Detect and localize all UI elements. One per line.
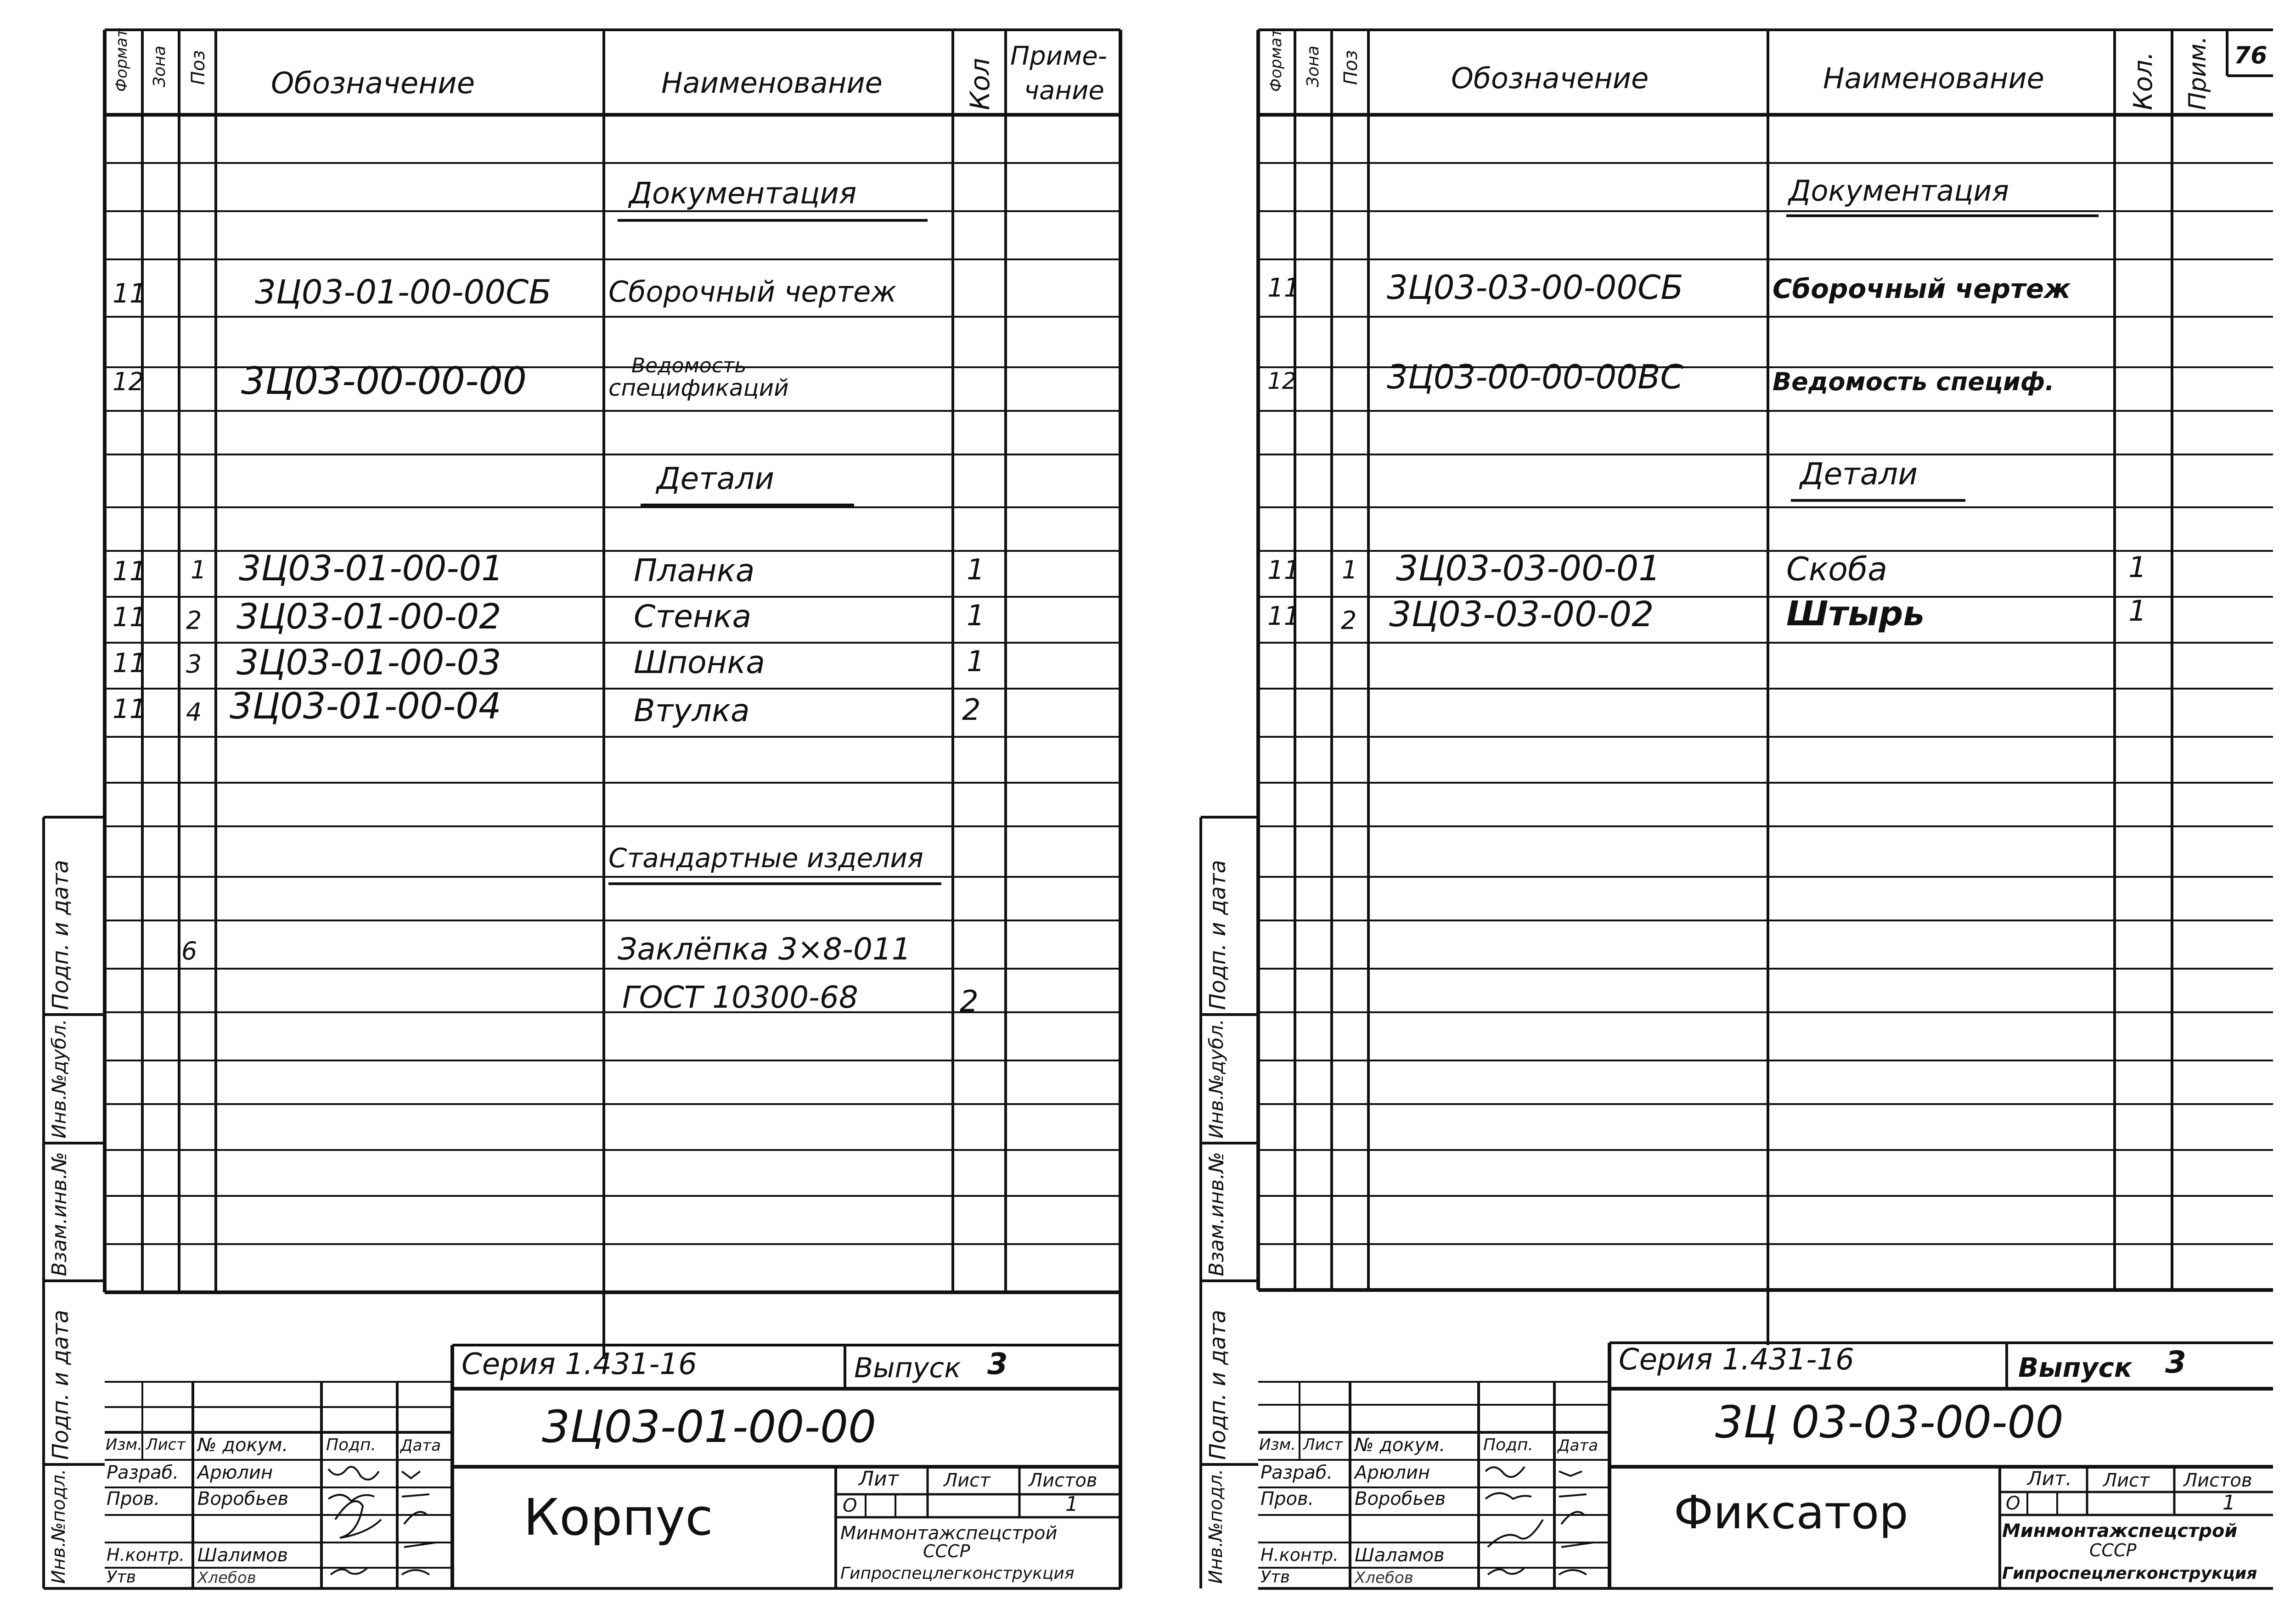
stamp-issue-num: 3 xyxy=(2165,1345,2186,1380)
stamp-doc-code: 3Ц03-01-00-00 xyxy=(542,1401,877,1453)
stamp-issue-num: 3 xyxy=(987,1347,1008,1381)
stamp-role-checker: Пров. xyxy=(1261,1488,1314,1509)
stamp-listov-label: Листов xyxy=(1029,1470,1097,1491)
stamp-col-izm: Изм. xyxy=(1259,1436,1296,1454)
header-format: Формат xyxy=(113,28,131,92)
row-pos: 3 xyxy=(186,650,202,679)
stamp-listov-value: 1 xyxy=(1065,1492,1078,1516)
stamp-name-developer: Арюлин xyxy=(197,1462,273,1483)
signature-graphic xyxy=(1479,1460,1609,1588)
stamp-col-docnum: № докум. xyxy=(1355,1435,1446,1456)
stamp-list-label: Лист xyxy=(2103,1470,2150,1491)
row-qty: 1 xyxy=(2128,550,2147,584)
header-format: Формат xyxy=(1267,28,1285,92)
row-format: 11 xyxy=(1267,601,1300,631)
row-pos: 2 xyxy=(1341,606,1357,635)
header-designation: Обозначение xyxy=(271,67,475,101)
side-inv-replace: Взам.инв.№ xyxy=(1205,1152,1228,1276)
stamp-role-normcontrol: Н.контр. xyxy=(1261,1545,1339,1565)
stamp-org-1: Минмонтажспецстрой xyxy=(840,1523,1058,1544)
row-qty: 2 xyxy=(960,985,979,1019)
row-designation: 3Ц03-01-00-04 xyxy=(230,686,501,727)
stamp-org-2: СССР xyxy=(2089,1540,2137,1560)
row-designation: 3Ц03-03-00-02 xyxy=(1389,594,1654,634)
row-name: Штырь xyxy=(1786,594,1925,634)
row-designation: 3Ц03-00-00-00ВС xyxy=(1387,358,1683,396)
stamp-org-3: Гипроспецлегконструкция xyxy=(2002,1564,2257,1583)
row-designation: 3Ц03-00-00-00 xyxy=(241,359,527,403)
stamp-name-developer: Арюлин xyxy=(1355,1462,1430,1483)
row-pos: 6 xyxy=(181,937,197,965)
stamp-role-normcontrol: Н.контр. xyxy=(107,1545,185,1565)
stamp-issue-label: Выпуск xyxy=(854,1352,961,1384)
stamp-name-approver: Хлебов xyxy=(1355,1569,1413,1587)
row-qty: 1 xyxy=(967,599,985,632)
row-designation: 3Ц03-03-00-00СБ xyxy=(1387,268,1683,307)
stamp-lit-value: О xyxy=(2006,1493,2020,1514)
stamp-col-date: Дата xyxy=(400,1436,441,1455)
stamp-name-checker: Воробьев xyxy=(197,1488,289,1509)
side-inv-replace: Взам.инв.№ xyxy=(48,1152,71,1276)
sheet-right xyxy=(1157,0,2296,1621)
stamp-name-checker: Воробьев xyxy=(1355,1488,1446,1509)
header-name: Наименование xyxy=(661,66,883,100)
section-parts: Детали xyxy=(1800,456,1918,492)
stamp-issue-label: Выпуск xyxy=(2018,1352,2133,1383)
row-qty: 1 xyxy=(2128,594,2147,628)
row-designation: 3Ц03-01-00-03 xyxy=(236,642,501,683)
stamp-role-approver: Утв xyxy=(1261,1568,1290,1587)
row-format: 11 xyxy=(113,601,146,633)
stamp-org-3: Гипроспецлегконструкция xyxy=(840,1564,1075,1583)
header-name: Наименование xyxy=(1823,62,2044,95)
row-format: 11 xyxy=(1267,273,1300,303)
row-pos: 1 xyxy=(191,555,207,584)
section-parts: Детали xyxy=(657,461,775,496)
stamp-role-checker: Пров. xyxy=(107,1488,160,1509)
row-pos: 2 xyxy=(186,606,202,635)
stamp-col-date: Дата xyxy=(1558,1436,1598,1455)
side-sign-date: Подп. и дата xyxy=(48,1310,73,1460)
row-pos: 1 xyxy=(1342,555,1358,584)
side-sign-date-2: Подп. и дата xyxy=(48,860,73,1010)
row-format: 11 xyxy=(113,278,146,309)
stamp-name-approver: Хлебов xyxy=(197,1569,256,1587)
stamp-name-normcontrol: Шалимов xyxy=(197,1545,288,1566)
row-format: 12 xyxy=(113,367,144,396)
row-name: Планка xyxy=(634,553,755,589)
row-name: Сборочный чертеж xyxy=(1773,273,2071,304)
row-designation: 3Ц03-01-00-02 xyxy=(236,596,501,637)
stamp-listov-value: 1 xyxy=(2223,1491,2235,1514)
row-name-line2: спецификаций xyxy=(608,375,789,401)
row-designation: 3Ц03-01-00-00СБ xyxy=(255,273,551,311)
row-format: 11 xyxy=(113,647,146,679)
stamp-org-2: СССР xyxy=(923,1541,970,1561)
header-pos: Поз xyxy=(1340,50,1362,85)
row-qty: 1 xyxy=(967,645,985,678)
row-name-line1: Ведомость xyxy=(631,354,747,377)
stamp-col-sign: Подп. xyxy=(326,1436,376,1454)
header-pos: Поз xyxy=(188,50,209,85)
stamp-col-docnum: № докум. xyxy=(197,1435,288,1456)
stamp-role-approver: Утв xyxy=(107,1568,136,1587)
row-format: 12 xyxy=(1267,368,1297,394)
stamp-lit-value: О xyxy=(843,1495,857,1516)
side-sign-date: Подп. и дата xyxy=(1205,1310,1231,1460)
stamp-title: Корпус xyxy=(523,1488,713,1547)
stamp-col-sign: Подп. xyxy=(1483,1436,1533,1454)
stamp-col-list: Лист xyxy=(146,1436,186,1454)
section-documentation: Документация xyxy=(1789,174,2009,208)
stamp-list-label: Лист xyxy=(944,1470,990,1491)
header-qty: Кол. xyxy=(2128,51,2158,110)
row-name: ГОСТ 10300-68 xyxy=(622,980,858,1015)
row-name: Втулка xyxy=(634,693,750,729)
stamp-name-normcontrol: Шаламов xyxy=(1355,1545,1445,1566)
sheet-number: 76 xyxy=(2234,42,2268,69)
stamp-col-izm: Изм. xyxy=(106,1436,142,1454)
side-inv-dup: Инв.№дубл. xyxy=(1205,1019,1227,1139)
signature-graphic xyxy=(321,1460,452,1588)
stamp-series: Серия 1.431-16 xyxy=(1619,1343,1854,1377)
side-inv-dup: Инв.№дубл. xyxy=(48,1019,70,1139)
row-name: Сборочный чертеж xyxy=(608,275,897,308)
side-sign-date-2: Подп. и дата xyxy=(1205,860,1231,1010)
row-name: Шпонка xyxy=(634,645,765,681)
stamp-title: Фиксатор xyxy=(1674,1486,1908,1539)
header-designation: Обозначение xyxy=(1451,62,1649,95)
section-documentation: Документация xyxy=(629,177,857,211)
row-qty: 1 xyxy=(967,553,985,586)
row-name: Стенка xyxy=(634,599,752,635)
header-qty: Кол xyxy=(964,58,996,110)
stamp-org-1: Минмонтажспецстрой xyxy=(2002,1520,2238,1542)
row-name: Скоба xyxy=(1786,550,1888,588)
header-zone: Зона xyxy=(150,45,169,87)
row-name: Заклёпка 3×8-011 xyxy=(618,931,911,967)
side-inv-orig: Инв.№подл. xyxy=(48,1469,69,1584)
row-designation: 3Ц03-03-00-01 xyxy=(1396,548,1661,589)
header-note: Прим. xyxy=(2184,36,2212,110)
stamp-lit-label: Лит. xyxy=(2027,1467,2072,1490)
stamp-doc-code: 3Ц 03-03-00-00 xyxy=(1715,1397,2064,1448)
section-standard: Стандартные изделия xyxy=(608,842,923,874)
header-note-1: Приме- xyxy=(1010,41,1107,71)
row-format: 11 xyxy=(113,555,146,587)
row-designation: 3Ц03-01-00-01 xyxy=(239,548,504,589)
stamp-role-developer: Разраб. xyxy=(107,1462,179,1483)
row-pos: 4 xyxy=(186,698,202,727)
row-format: 11 xyxy=(113,693,146,724)
row-name: Ведомость специф. xyxy=(1773,367,2054,396)
row-format: 11 xyxy=(1267,555,1300,585)
stamp-role-developer: Разраб. xyxy=(1261,1462,1333,1483)
header-note-2: чание xyxy=(1024,76,1104,106)
stamp-col-list: Лист xyxy=(1303,1436,1343,1454)
row-qty: 2 xyxy=(962,693,981,727)
stamp-series: Серия 1.431-16 xyxy=(461,1347,697,1381)
stamp-lit-label: Лит xyxy=(859,1467,899,1491)
stamp-listov-label: Листов xyxy=(2183,1470,2252,1491)
header-zone: Зона xyxy=(1304,45,1322,87)
side-inv-orig: Инв.№подл. xyxy=(1205,1469,1227,1584)
